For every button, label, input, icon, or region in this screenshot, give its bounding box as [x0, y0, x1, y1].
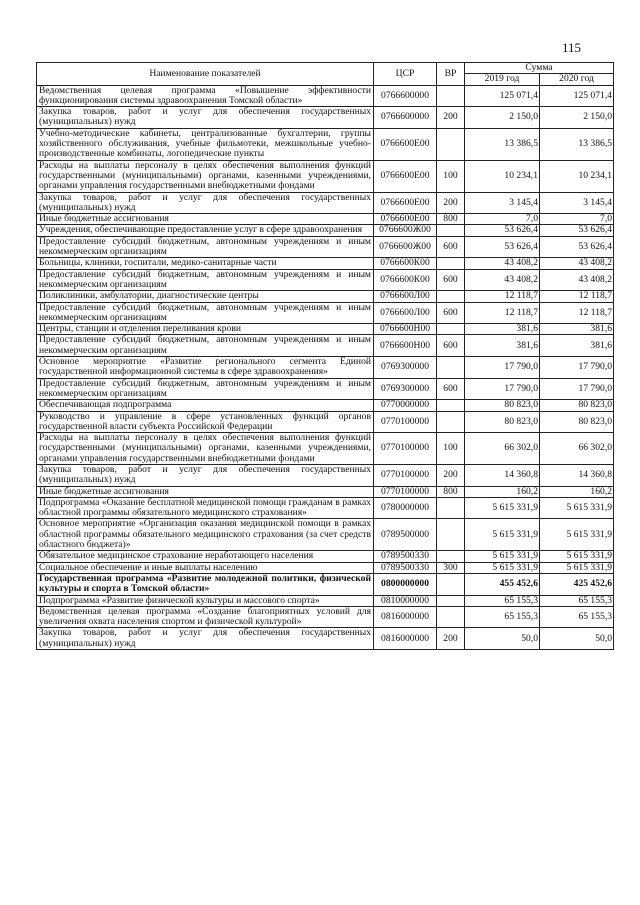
table-row: [37, 519, 614, 551]
row-vr: [437, 400, 465, 411]
row-sum-2019: 5 615 331,9: [465, 551, 540, 562]
row-csr: 0766600Е00: [374, 192, 437, 214]
table-row: [37, 85, 614, 107]
row-csr: 0766600Ж00: [374, 225, 437, 236]
table-row: [37, 214, 614, 225]
row-sum-2020: 65 155,3: [540, 595, 614, 606]
table-row: [37, 551, 614, 562]
row-sum-2020: 381,6: [540, 335, 614, 357]
row-name: Предоставление субсидий бюджетным, автономным учреждениям и иным некоммерческим организациям: [37, 236, 374, 258]
row-csr: 0780000000: [374, 497, 437, 519]
row-sum-2020: 5 615 331,9: [540, 519, 614, 551]
table-row: [37, 258, 614, 269]
row-sum-2020: 12 118,7: [540, 302, 614, 324]
row-sum-2019: 5 615 331,9: [465, 562, 540, 573]
row-vr: [437, 324, 465, 335]
row-sum-2019: 3 145,4: [465, 192, 540, 214]
row-name: Закупка товаров, работ и услуг для обеспечения государственных (муниципальных) нужд: [37, 464, 374, 486]
row-vr: [437, 291, 465, 302]
table-row: [37, 628, 614, 650]
row-sum-2019: 14 360,8: [465, 464, 540, 486]
row-vr: [437, 85, 465, 107]
row-sum-2019: 7,0: [465, 214, 540, 225]
row-sum-2019: 13 386,5: [465, 128, 540, 160]
row-csr: 0770100000: [374, 411, 437, 433]
table-row: [37, 236, 614, 258]
row-sum-2019: 5 615 331,9: [465, 519, 540, 551]
table-row: [37, 225, 614, 236]
row-vr: 200: [437, 192, 465, 214]
row-name: Закупка товаров, работ и услуг для обеспечения государственных (муниципальных) нужд: [37, 628, 374, 650]
row-csr: 0769300000: [374, 378, 437, 400]
row-vr: [437, 573, 465, 595]
row-csr: 0816000000: [374, 606, 437, 628]
row-name: Закупка товаров, работ и услуг для обеспечения государственных (муниципальных) нужд: [37, 192, 374, 214]
row-name: Иные бюджетные ассигнования: [37, 214, 374, 225]
row-csr: 0789500330: [374, 562, 437, 573]
table-row: [37, 335, 614, 357]
row-sum-2020: 7,0: [540, 214, 614, 225]
row-name: Учреждения, обеспечивающие предоставление услуг в сфере здравоохранения: [37, 225, 374, 236]
row-vr: 600: [437, 236, 465, 258]
row-csr: 0766600К00: [374, 269, 437, 291]
row-name: Предоставление субсидий бюджетным, автономным учреждениям и иным некоммерческим организациям: [37, 335, 374, 357]
row-name: Предоставление субсидий бюджетным, автономным учреждениям и иным некоммерческим организациям: [37, 302, 374, 324]
row-name: Руководство и управление в сфере установленных функций органов государственной власти субъекта Российской Федерации: [37, 411, 374, 433]
table-row: [37, 192, 614, 214]
row-name: Предоставление субсидий бюджетным, автономным учреждениям и иным некоммерческим организациям: [37, 269, 374, 291]
table-row: [37, 378, 614, 400]
row-vr: [437, 595, 465, 606]
row-sum-2019: 125 071,4: [465, 85, 540, 107]
header-sum: Сумма: [465, 63, 614, 74]
row-vr: 300: [437, 562, 465, 573]
table-row: [37, 595, 614, 606]
row-sum-2020: 43 408,2: [540, 269, 614, 291]
row-csr: 0770000000: [374, 400, 437, 411]
table-row: [37, 573, 614, 595]
row-csr: 0769300000: [374, 357, 437, 379]
row-sum-2020: 425 452,6: [540, 573, 614, 595]
table-row: [37, 302, 614, 324]
row-sum-2020: 14 360,8: [540, 464, 614, 486]
row-sum-2020: 17 790,0: [540, 378, 614, 400]
row-name: Предоставление субсидий бюджетным, автономным учреждениям и иным некоммерческим организациям: [37, 378, 374, 400]
row-vr: 600: [437, 269, 465, 291]
table-row: [37, 497, 614, 519]
row-vr: [437, 225, 465, 236]
row-sum-2019: 65 155,3: [465, 595, 540, 606]
row-sum-2019: 50,0: [465, 628, 540, 650]
row-csr: 0810000000: [374, 595, 437, 606]
row-sum-2020: 53 626,4: [540, 236, 614, 258]
table-row: [37, 128, 614, 160]
row-vr: 800: [437, 214, 465, 225]
table-row: [37, 606, 614, 628]
row-sum-2020: 3 145,4: [540, 192, 614, 214]
row-csr: 0766600Н00: [374, 335, 437, 357]
row-sum-2019: 381,6: [465, 324, 540, 335]
row-sum-2019: 10 234,1: [465, 160, 540, 192]
row-name: Обязательное медицинское страхование неработающего населения: [37, 551, 374, 562]
table-row: [37, 269, 614, 291]
row-name: Основное мероприятие «Организация оказания медицинской помощи в рамках областной программы обязательного медицинского страхования (за счет средств областного бюджета)»: [37, 519, 374, 551]
table-row: [37, 433, 614, 465]
row-vr: [437, 128, 465, 160]
table-row: [37, 291, 614, 302]
table-row: [37, 464, 614, 486]
row-csr: 0766600Л00: [374, 291, 437, 302]
table-row: [37, 324, 614, 335]
row-sum-2020: 5 615 331,9: [540, 562, 614, 573]
row-csr: 0766600Л00: [374, 302, 437, 324]
row-csr: 0770100000: [374, 464, 437, 486]
row-csr: 0766600Ж00: [374, 236, 437, 258]
row-sum-2020: 5 615 331,9: [540, 497, 614, 519]
row-vr: 200: [437, 628, 465, 650]
row-csr: 0766600Н00: [374, 324, 437, 335]
row-vr: 100: [437, 433, 465, 465]
row-vr: [437, 497, 465, 519]
row-vr: [437, 551, 465, 562]
row-vr: [437, 357, 465, 379]
row-vr: 100: [437, 160, 465, 192]
row-csr: 0766600Е00: [374, 160, 437, 192]
row-vr: [437, 411, 465, 433]
row-sum-2019: 455 452,6: [465, 573, 540, 595]
row-sum-2020: 43 408,2: [540, 258, 614, 269]
row-sum-2020: 5 615 331,9: [540, 551, 614, 562]
row-sum-2019: 80 823,0: [465, 411, 540, 433]
row-csr: 0766600Е00: [374, 128, 437, 160]
row-sum-2019: 5 615 331,9: [465, 497, 540, 519]
table-row: [37, 107, 614, 129]
row-sum-2019: 65 155,3: [465, 606, 540, 628]
row-name: Больницы, клиники, госпитали, медико-санитарные части: [37, 258, 374, 269]
table-row: [37, 562, 614, 573]
row-sum-2020: 12 118,7: [540, 291, 614, 302]
row-sum-2019: 12 118,7: [465, 291, 540, 302]
row-name: Подпрограмма «Развитие физической культуры и массового спорта»: [37, 595, 374, 606]
row-csr: 0766600000: [374, 107, 437, 129]
row-sum-2020: 13 386,5: [540, 128, 614, 160]
row-name: Государственная программа «Развитие молодежной политики, физической культуры и спорта в Томской области»: [37, 573, 374, 595]
row-vr: 600: [437, 378, 465, 400]
row-sum-2019: 43 408,2: [465, 269, 540, 291]
row-vr: [437, 519, 465, 551]
header-name: Наименование показателей: [37, 63, 374, 86]
row-sum-2020: 66 302,0: [540, 433, 614, 465]
header-year-2019: 2019 год: [465, 74, 540, 85]
row-name: Обеспечивающая подпрограмма: [37, 400, 374, 411]
row-sum-2019: 160,2: [465, 486, 540, 497]
row-sum-2020: 160,2: [540, 486, 614, 497]
row-name: Поликлиники, амбулатории, диагностические центры: [37, 291, 374, 302]
table-row: [37, 411, 614, 433]
page-number: 115: [562, 40, 582, 55]
row-name: Центры, станции и отделения переливания крови: [37, 324, 374, 335]
row-name: Расходы на выплаты персоналу в целях обеспечения выполнения функций государственными (муниципальными) органами, казенными учреждениями, органами управления государственными внебюджетными фондами: [37, 433, 374, 465]
row-name: Учебно-методические кабинеты, централизованные бухгалтерии, группы хозяйственного обслуживания, учебные фильмотеки, межшкольные учебно-производственные комбинаты, логопедические пункты: [37, 128, 374, 160]
row-name: Подпрограмма «Оказание бесплатной медицинской помощи гражданам в рамках областной программы обязательного медицинского страхования»: [37, 497, 374, 519]
row-sum-2020: 53 626,4: [540, 225, 614, 236]
row-vr: 600: [437, 302, 465, 324]
row-csr: 0770100000: [374, 433, 437, 465]
row-name: Иные бюджетные ассигнования: [37, 486, 374, 497]
row-sum-2020: 17 790,0: [540, 357, 614, 379]
table-row: [37, 486, 614, 497]
row-vr: 200: [437, 464, 465, 486]
row-vr: 600: [437, 335, 465, 357]
row-vr: 200: [437, 107, 465, 129]
row-csr: 0766600Е00: [374, 214, 437, 225]
row-sum-2020: 65 155,3: [540, 606, 614, 628]
row-vr: [437, 258, 465, 269]
table-row: [37, 160, 614, 192]
header-csr: ЦСР: [374, 63, 437, 86]
row-vr: [437, 606, 465, 628]
row-name: Ведомственная целевая программа «Повышение эффективности функционирования системы здравоохранения Томской области»: [37, 85, 374, 107]
row-name: Закупка товаров, работ и услуг для обеспечения государственных (муниципальных) нужд: [37, 107, 374, 129]
row-csr: 0800000000: [374, 573, 437, 595]
row-sum-2020: 125 071,4: [540, 85, 614, 107]
row-csr: 0789500330: [374, 551, 437, 562]
row-csr: 0789500000: [374, 519, 437, 551]
row-sum-2019: 17 790,0: [465, 378, 540, 400]
table-body: [37, 85, 614, 649]
row-name: Ведомственная целевая программа «Создание благоприятных условий для увеличения охвата населения спортом и физической культурой»: [37, 606, 374, 628]
row-sum-2020: 50,0: [540, 628, 614, 650]
row-csr: 0766600К00: [374, 258, 437, 269]
row-sum-2019: 43 408,2: [465, 258, 540, 269]
row-sum-2019: 66 302,0: [465, 433, 540, 465]
row-sum-2020: 80 823,0: [540, 411, 614, 433]
row-sum-2019: 12 118,7: [465, 302, 540, 324]
row-name: Расходы на выплаты персоналу в целях обеспечения выполнения функций государственными (муниципальными) органами, казенными учреждениями, органами управления государственными внебюджетными фондами: [37, 160, 374, 192]
row-sum-2019: 53 626,4: [465, 225, 540, 236]
row-sum-2020: 381,6: [540, 324, 614, 335]
row-sum-2019: 381,6: [465, 335, 540, 357]
row-name: Основное мероприятие «Развитие регионального сегмента Единой государственной информационной системы в сфере здравоохранения»: [37, 357, 374, 379]
header-vr: ВР: [437, 63, 465, 86]
row-sum-2019: 53 626,4: [465, 236, 540, 258]
row-sum-2020: 10 234,1: [540, 160, 614, 192]
row-sum-2020: 80 823,0: [540, 400, 614, 411]
table-row: [37, 357, 614, 379]
row-sum-2020: 2 150,0: [540, 107, 614, 129]
row-sum-2019: 2 150,0: [465, 107, 540, 129]
table-row: [37, 400, 614, 411]
row-csr: 0766600000: [374, 85, 437, 107]
row-sum-2019: 80 823,0: [465, 400, 540, 411]
row-sum-2019: 17 790,0: [465, 357, 540, 379]
row-csr: 0770100000: [374, 486, 437, 497]
row-csr: 0816000000: [374, 628, 437, 650]
header-year-2020: 2020 год: [540, 74, 614, 85]
budget-table: [36, 62, 614, 650]
row-vr: 800: [437, 486, 465, 497]
row-name: Социальное обеспечение и иные выплаты населению: [37, 562, 374, 573]
